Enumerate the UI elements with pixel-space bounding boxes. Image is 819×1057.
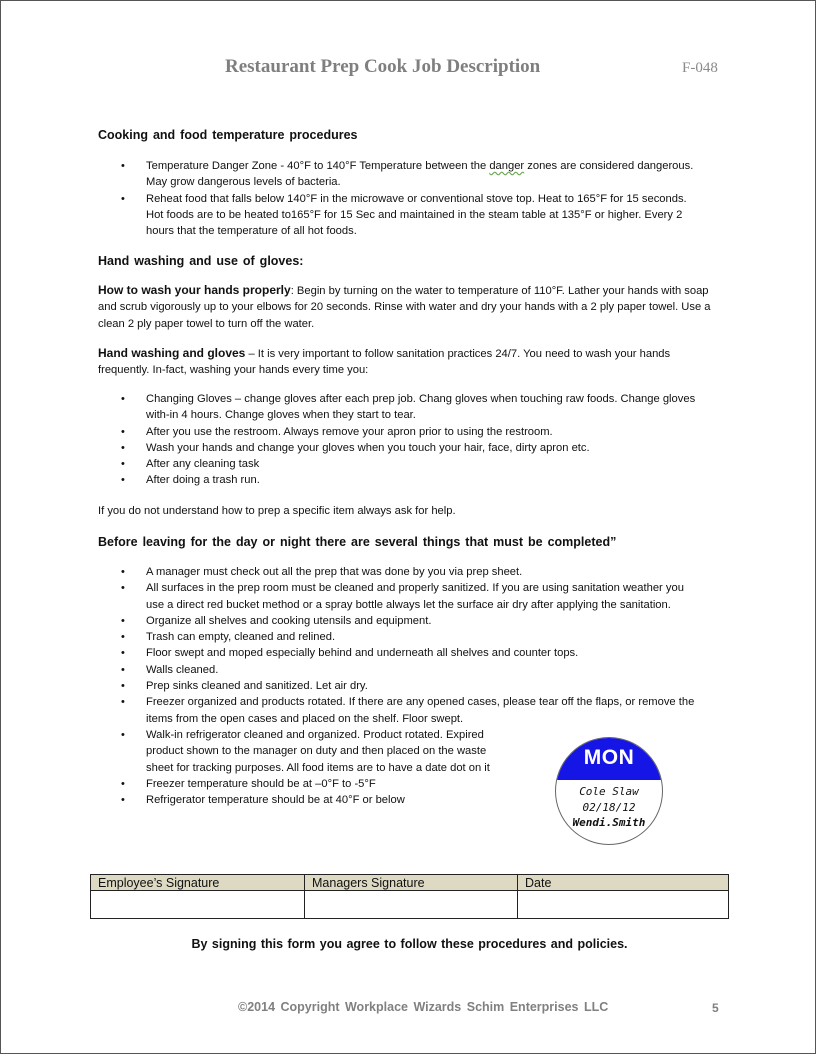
section-heading-cooking: Cooking and food temperature procedures	[98, 128, 358, 142]
employee-signature-header: Employee’s Signature	[91, 875, 305, 891]
date-dot-day: MON	[583, 746, 635, 769]
date-header: Date	[518, 875, 729, 891]
handwash-procedure-paragraph: How to wash your hands properly: Begin by turning on the water to temperature of 110°F. Lather your hands with soap and scrub vigorously up to your elbows for 20 seconds. Rinse with water and dry your hands with a 2 ply paper towel. Use a clean 2 ply paper towel to turn off the water.	[98, 283, 711, 330]
date-dot-label	[555, 737, 663, 845]
list-item: • After any cleaning task	[0, 456, 700, 472]
cooking-bullet-list	[0, 158, 700, 239]
list-item: • Floor swept and moped especially behind and underneath all shelves and counter tops.	[0, 645, 700, 661]
list-item: • Walls cleaned.	[0, 662, 700, 678]
list-item: • Reheat food that falls below 140°F in the microwave or conventional stove top. Heat to 165°F for 15 seconds. Hot foods are to be heated to165°F for 15 Sec and maintained in the steam table at 135°F or higher. Every 2 hours that the temperature of all hot foods.	[0, 191, 700, 240]
handwash-bullet-list	[0, 391, 700, 489]
list-item: • After doing a trash run.	[0, 472, 700, 488]
list-item: • Prep sinks cleaned and sanitized. Let air dry.	[0, 678, 700, 694]
form-code: F-048	[682, 60, 718, 76]
list-item: • Freezer temperature should be at –0°F to -5°F	[0, 776, 700, 792]
section-heading-handwashing: Hand washing and use of gloves:	[98, 254, 304, 268]
signature-table	[90, 874, 729, 919]
list-item: • Refrigerator temperature should be at 40°F or below	[0, 792, 700, 808]
page-number: 5	[712, 1001, 719, 1015]
copyright-footer: ©2014 Copyright Workplace Wizards Schim Enterprises LLC	[238, 1000, 609, 1014]
list-item: • Organize all shelves and cooking utensils and equipment.	[0, 613, 700, 629]
gloves-paragraph: Hand washing and gloves – It is very important to follow sanitation practices 24/7. You need to wash your hands frequently. In-fact, washing your hands every time you:	[98, 346, 671, 377]
agreement-statement: By signing this form you agree to follow these procedures and policies.	[191, 937, 628, 951]
list-item: • All surfaces in the prep room must be cleaned and properly sanitized. If you are using sanitation weather you use a direct red bucket method or a spray bottle always let the surface air dry after applying the sanitation.	[0, 580, 700, 613]
employee-signature-field[interactable]	[91, 891, 305, 919]
date-dot-name: Wendi.Smith	[572, 816, 646, 829]
document-title: Restaurant Prep Cook Job Description	[225, 56, 541, 77]
date-dot-item: Cole Slaw	[579, 785, 639, 798]
date-field[interactable]	[518, 891, 729, 919]
date-dot-illustration	[552, 735, 685, 847]
help-note: If you do not understand how to prep a specific item always ask for help.	[98, 505, 456, 517]
list-item: • Wash your hands and change your gloves when you touch your hair, face, dirty apron etc.	[0, 440, 700, 456]
list-item: • Freezer organized and products rotated. If there are any opened cases, please tear off the flaps, or remove the items from the open cases and placed on the shelf. Floor swept.	[0, 694, 700, 727]
list-item: • Walk-in refrigerator cleaned and organized. Product rotated. Expired product shown to the manager on duty and then placed on the waste sheet for tracking purposes. All food items are to have a date dot on it	[0, 727, 510, 776]
list-item: • Changing Gloves – change gloves after each prep job. Chang gloves when touching raw foods. Change gloves with-in 4 hours. Change gloves when they start to tear.	[0, 391, 700, 424]
list-item: • A manager must check out all the prep that was done by you via prep sheet.	[0, 564, 700, 580]
date-dot-date: 02/18/12	[582, 801, 636, 814]
manager-signature-header: Managers Signature	[305, 875, 518, 891]
list-item: • Temperature Danger Zone - 40°F to 140°F Temperature between the danger zones are considered dangerous. May grow dangerous levels of bacteria.	[0, 158, 700, 191]
list-item: • Trash can empty, cleaned and relined.	[0, 629, 700, 645]
section-heading-leaving: Before leaving for the day or night there are several things that must be completed”	[98, 535, 617, 549]
manager-signature-field[interactable]	[305, 891, 518, 919]
list-item: • After you use the restroom. Always remove your apron prior to using the restroom.	[0, 424, 700, 440]
